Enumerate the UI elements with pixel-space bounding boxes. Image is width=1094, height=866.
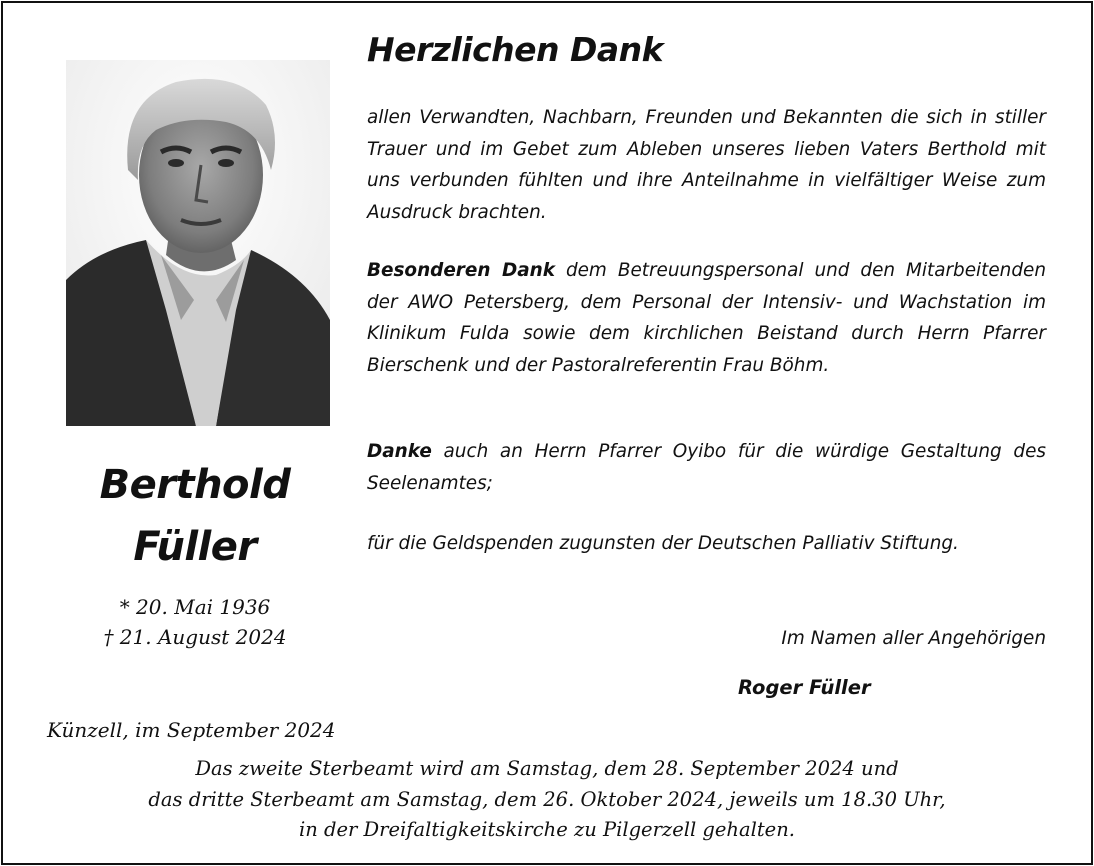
thanks-paragraph-1: allen Verwandten, Nachbarn, Freunden und Bekannten die sich in stiller Trauer und im Gebet zum Ableben unseres lieben Vaters Berthold mit uns verbunden fühlten und ihre Anteilnahme in vielfältiger Weise zum Ausdruck brachten.	[367, 107, 1046, 223]
thanks-paragraph-4: für die Geldspenden zugunsten der Deutschen Palliativ Stiftung.	[367, 533, 959, 554]
memorial-notice	[0, 754, 1094, 846]
death-date: † 21. August 2024	[103, 625, 287, 649]
notice-line-3: in der Dreifaltigkeitskirche zu Pilgerzell gehalten.	[299, 818, 795, 841]
portrait-photo	[66, 60, 330, 426]
thanks-title: Herzlichen Dank	[367, 30, 664, 69]
signature-name: Roger Füller	[738, 676, 871, 699]
paragraph-2-text: dem Betreuungspersonal und den Mitarbeitenden der AWO Petersberg, dem Personal der Intensiv- und Wachstation im Klinikum Fulda sowie dem kirchlichen Beistand durch Herrn Pfarrer Bierschenk und der Pastoralreferentin Frau Böhm.	[367, 260, 1046, 376]
paragraph-2-lead: Besonderen Dank	[367, 260, 555, 281]
thanks-paragraph-3	[367, 436, 1046, 499]
signature-line: Im Namen aller Angehörigen	[781, 628, 1046, 649]
paragraph-3-text: auch an Herrn Pfarrer Oyibo für die würdige Gestaltung des Seelenamtes;	[367, 441, 1046, 494]
notice-line-2: das dritte Sterbeamt am Samstag, dem 26. Oktober 2024, jeweils um 18.30 Uhr,	[148, 787, 946, 811]
place-date: Künzell, im September 2024	[47, 718, 336, 742]
notice-line-1: Das zweite Sterbeamt wird am Samstag, dem 28. September 2024 und	[195, 757, 899, 780]
deceased-first-name: Berthold	[99, 462, 291, 508]
birth-date: * 20. Mai 1936	[119, 595, 271, 619]
thanks-paragraph-2	[367, 255, 1046, 381]
deceased-last-name: Füller	[133, 524, 257, 570]
paragraph-3-lead: Danke	[367, 441, 432, 462]
